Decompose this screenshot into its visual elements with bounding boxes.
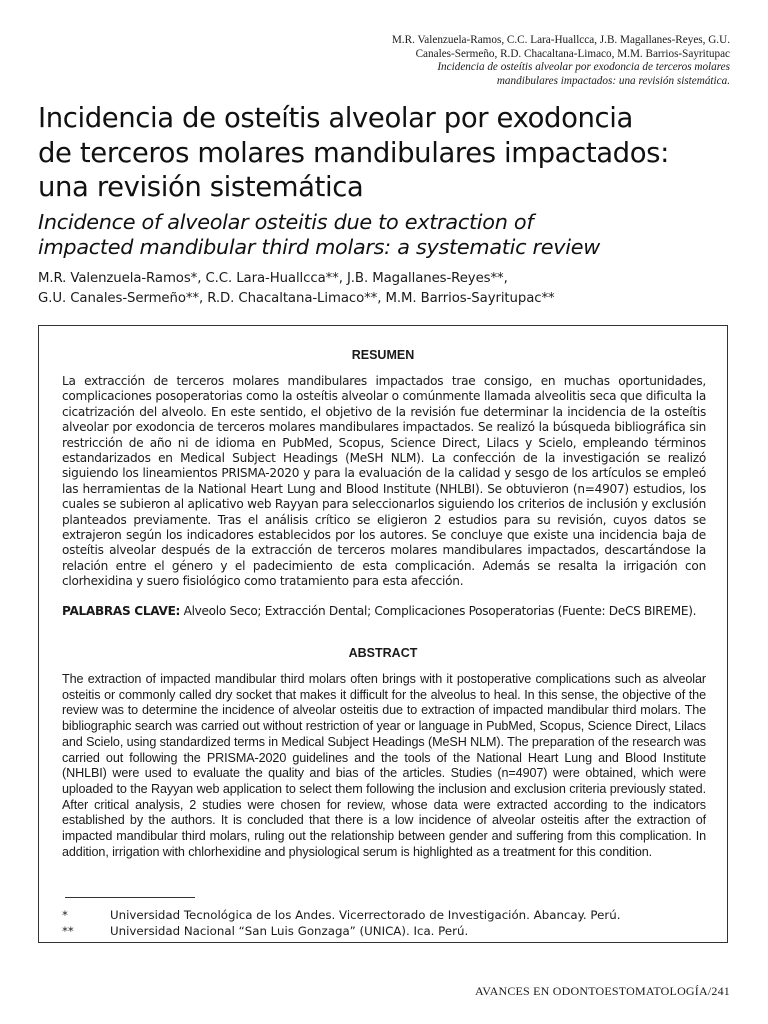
- journal-page-footer: AVANCES EN ODONTOESTOMATOLOGÍA/241: [474, 984, 730, 998]
- keywords: [62, 604, 722, 619]
- abstract-box: [38, 325, 728, 943]
- keywords-text: Alveolo Seco; Extracción Dental; Complicaciones Posoperatorias (Fuente: DeCS BIREME).: [183, 604, 697, 618]
- running-head-title-line-2: mandibulares impactados: una revisión sistemática.: [496, 74, 730, 87]
- title-en-line-1: Incidence of alveolar osteitis due to extraction of: [38, 210, 534, 234]
- footnote-divider: [65, 897, 195, 898]
- footnote-item: [62, 908, 702, 924]
- abstract-heading: ABSTRACT: [348, 646, 418, 660]
- author-list: [38, 269, 738, 308]
- running-head: [310, 34, 730, 88]
- keywords-label: PALABRAS CLAVE:: [62, 604, 181, 618]
- abstract-body: The extraction of impacted mandibular third molars often brings with it postoperative complications such as alveolar osteitis or commonly called dry socket that makes it difficult for the alveolus to heal. In this sense, the objective of the review was to determine the incidence of alveolar osteitis due to extraction of impacted mandibular third molars. The bibliographic search was carried out without restriction of year or language in PubMed, Scopus, Science Direct, Lilacs and Scielo, using standardized terms in Medical Subject Headings (MeSH NLM). The preparation of the research was carried out following the PRISMA-2020 guidelines and the tools of the National Heart Lung and Blood Institute (NHLBI) were used to evaluate the quality and bias of the articles. Studies (n=4907) were obtained, which were uploaded to the Rayyan web application to select them following the inclusion and exclusion criteria previously stated. After critical analysis, 2 studies were chosen for review, whose data were extracted according to the indicators established by the authors. It is concluded that there is a low incidence of alveolar osteitis after the extraction of impacted mandibular third molars, ruling out the relationship between gender and suffering from this complication. In addition, irrigation with chlorhexidine and physiological serum is highlighted as a treatment for this condition.: [62, 672, 706, 859]
- running-head-authors-line-2: Canales-Sermeño, R.D. Chacaltana-Limaco, M.M. Barrios-Sayritupac: [415, 47, 730, 60]
- footnote-mark: **: [62, 923, 74, 938]
- title-es-line-1: Incidencia de osteítis alveolar por exodoncia: [38, 102, 633, 134]
- resumen-heading: RESUMEN: [351, 348, 415, 362]
- title-en-line-2: impacted mandibular third molars: a systematic review: [38, 235, 600, 259]
- article-title-spanish: [38, 101, 738, 205]
- article-title-english: [38, 210, 738, 260]
- running-head-authors-line-1: M.R. Valenzuela-Ramos, C.C. Lara-Huallcca, J.B. Magallanes-Reyes, G.U.: [391, 34, 730, 46]
- authors-line-2: G.U. Canales-Sermeño**, R.D. Chacaltana-Limaco**, M.M. Barrios-Sayritupac**: [38, 290, 555, 306]
- affiliation-footnotes: [62, 908, 702, 939]
- running-head-title-line-1: Incidencia de osteítis alveolar por exodoncia de terceros molares: [437, 61, 730, 73]
- footnote-item: [62, 924, 702, 940]
- title-es-line-3: una revisión sistemática: [38, 171, 364, 203]
- title-es-line-2: de terceros molares mandibulares impactados:: [38, 136, 669, 169]
- footnote-text: Universidad Nacional “San Luis Gonzaga” (UNICA). Ica. Perú.: [110, 923, 469, 938]
- footnote-mark: *: [62, 908, 68, 922]
- resumen-body: La extracción de terceros molares mandibulares impactados trae consigo, en muchas oportunidades, complicaciones posoperatorias como la osteítis alveolar o comúnmente llamada alveolitis seca que dificulta la cicatrización del alveolo. En este sentido, el objetivo de la revisión fue determinar la incidencia de la osteítis alveolar por exodoncia de terceros molares mandibulares impactados. Se realizó la búsqueda bibliográfica sin restricción de año ni de idioma en PubMed, Scopus, Science Direct, Lilacs y Scielo, empleando términos estandarizados en Medical Subject Headings (MeSH NLM). La confección de la investigación se realizó siguiendo los lineamientos PRISMA-2020 y para la evaluación de la calidad y sesgo de los artículos se empleó las herramientas de la National Heart Lung and Blood Institute (NHLBI). Se obtuvieron (n=4907) estudios, los cuales se subieron al aplicativo web Rayyan para seleccionarlos siguiendo los criterios de inclusión y exclusión planteados previamente. Tras el análisis crítico se eligieron 2 estudios para su revisión, cuyos datos se extrajeron según los indicadores establecidos por los autores. Se concluye que existe una incidencia baja de osteítis alveolar después de la extracción de terceros molares mandibulares impactados, descartándose la relación entre el género y el padecimiento de esta complicación. Además se resalta la irrigación con clorhexidina y suero fisiológico como tratamiento para esta afección.: [62, 374, 706, 589]
- authors-line-1: M.R. Valenzuela-Ramos*, C.C. Lara-Huallcca**, J.B. Magallanes-Reyes**,: [38, 271, 508, 286]
- footnote-text: Universidad Tecnológica de los Andes. Vicerrectorado de Investigación. Abancay. Perú.: [110, 908, 621, 922]
